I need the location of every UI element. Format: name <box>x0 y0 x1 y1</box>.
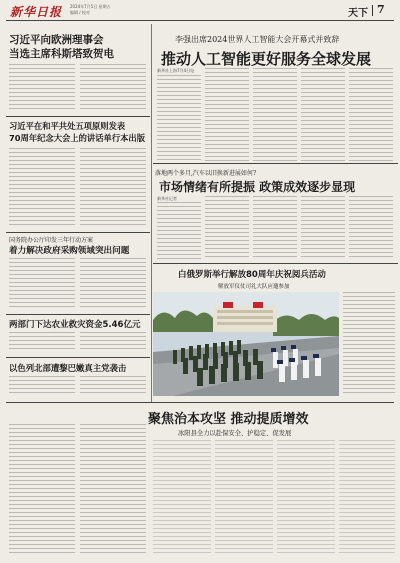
column-divider <box>151 24 152 402</box>
date-line: 2024年7月5日 星期五 <box>70 4 111 9</box>
middle-story-body-4 <box>301 196 345 260</box>
article4-body <box>9 332 75 352</box>
article2-headline-2: 70周年纪念大会上的讲话单行本出版 <box>9 133 146 143</box>
bottom-left-column <box>6 404 150 560</box>
divider <box>6 357 150 358</box>
article5-body <box>9 376 75 396</box>
article1-body-2 <box>80 64 146 112</box>
top-story-dateline: 新华社上海7月4日电 <box>157 68 195 73</box>
article2-body-2 <box>80 148 146 228</box>
article5-body-2 <box>80 376 146 396</box>
top-story-body-5 <box>349 68 393 161</box>
middle-story-body-5 <box>349 196 393 260</box>
middle-story-body-3 <box>253 196 297 260</box>
top-story-kicker: 李强出席2024世界人工智能大会开幕式并致辞 <box>175 35 340 44</box>
middle-story <box>153 164 398 264</box>
top-story-body <box>157 75 201 161</box>
bottom-left-body-2 <box>80 424 146 554</box>
divider <box>6 116 150 117</box>
middle-story-body <box>157 202 201 260</box>
article2-body <box>9 148 75 228</box>
bottom-story-headline: 聚焦治本攻坚 推动提质增效 <box>148 412 309 427</box>
masthead <box>0 0 400 22</box>
top-story-body-2 <box>205 68 249 161</box>
divider <box>6 314 150 315</box>
photo-story-subhead: 解放军仪仗司礼大队应邀参加 <box>218 284 290 290</box>
top-story <box>153 22 398 172</box>
middle-story-body-2 <box>205 196 249 260</box>
page-number: 7 <box>377 3 385 16</box>
article2-headline: 习近平在和平共处五项原则发表 <box>9 121 126 131</box>
left-column <box>6 22 150 432</box>
article4-body-2 <box>80 332 146 352</box>
middle-story-headline: 市场情绪有所提振 政策成效逐步显现 <box>159 180 356 194</box>
bottom-left-body <box>9 424 75 554</box>
article3-headline: 着力解决政府采购领域突出问题 <box>9 246 130 256</box>
bottom-story-subhead: 冰阳县全力以赴保安全、护稳定、促发展 <box>178 430 292 437</box>
newspaper-logo: 新华日报 <box>10 5 63 19</box>
masthead-rule <box>6 20 394 21</box>
top-story-headline: 推动人工智能更好服务全球发展 <box>161 50 372 68</box>
article3-body-2 <box>80 258 146 308</box>
top-story-body-4 <box>301 68 345 161</box>
section-label: 天下 <box>348 8 368 19</box>
section-divider <box>372 5 373 16</box>
top-story-body-3 <box>253 68 297 161</box>
article5-headline: 以色列北部遭黎巴嫩真主党袭击 <box>9 363 127 373</box>
editor-line: 编辑 / 校对 <box>70 10 90 15</box>
divider <box>153 263 398 264</box>
divider <box>6 402 394 403</box>
middle-story-byline: 新华社记者 <box>157 196 177 201</box>
bottom-story-body <box>153 440 211 556</box>
bottom-story-body-4 <box>339 440 395 556</box>
bottom-story-body-3 <box>277 440 335 556</box>
parade-photo <box>153 292 339 396</box>
photo-caption-body <box>343 292 395 396</box>
article3-kicker: 国务院办公厅印发三年行动方案 <box>9 237 94 244</box>
article1-headline: 习近平向欧洲理事会 <box>9 34 104 46</box>
article1-body <box>9 64 75 112</box>
photo-story-headline: 白俄罗斯举行解放80周年庆祝阅兵活动 <box>178 270 326 280</box>
bottom-story-body-2 <box>215 440 273 556</box>
article4-headline: 两部门下达农业救灾资金5.46亿元 <box>9 320 141 330</box>
article1-headline-2: 当选主席科斯塔致贺电 <box>9 48 114 60</box>
middle-story-kicker: 落地两个多月,汽车以旧换新进展如何? <box>155 170 257 177</box>
article3-body <box>9 258 75 308</box>
divider <box>6 232 150 233</box>
